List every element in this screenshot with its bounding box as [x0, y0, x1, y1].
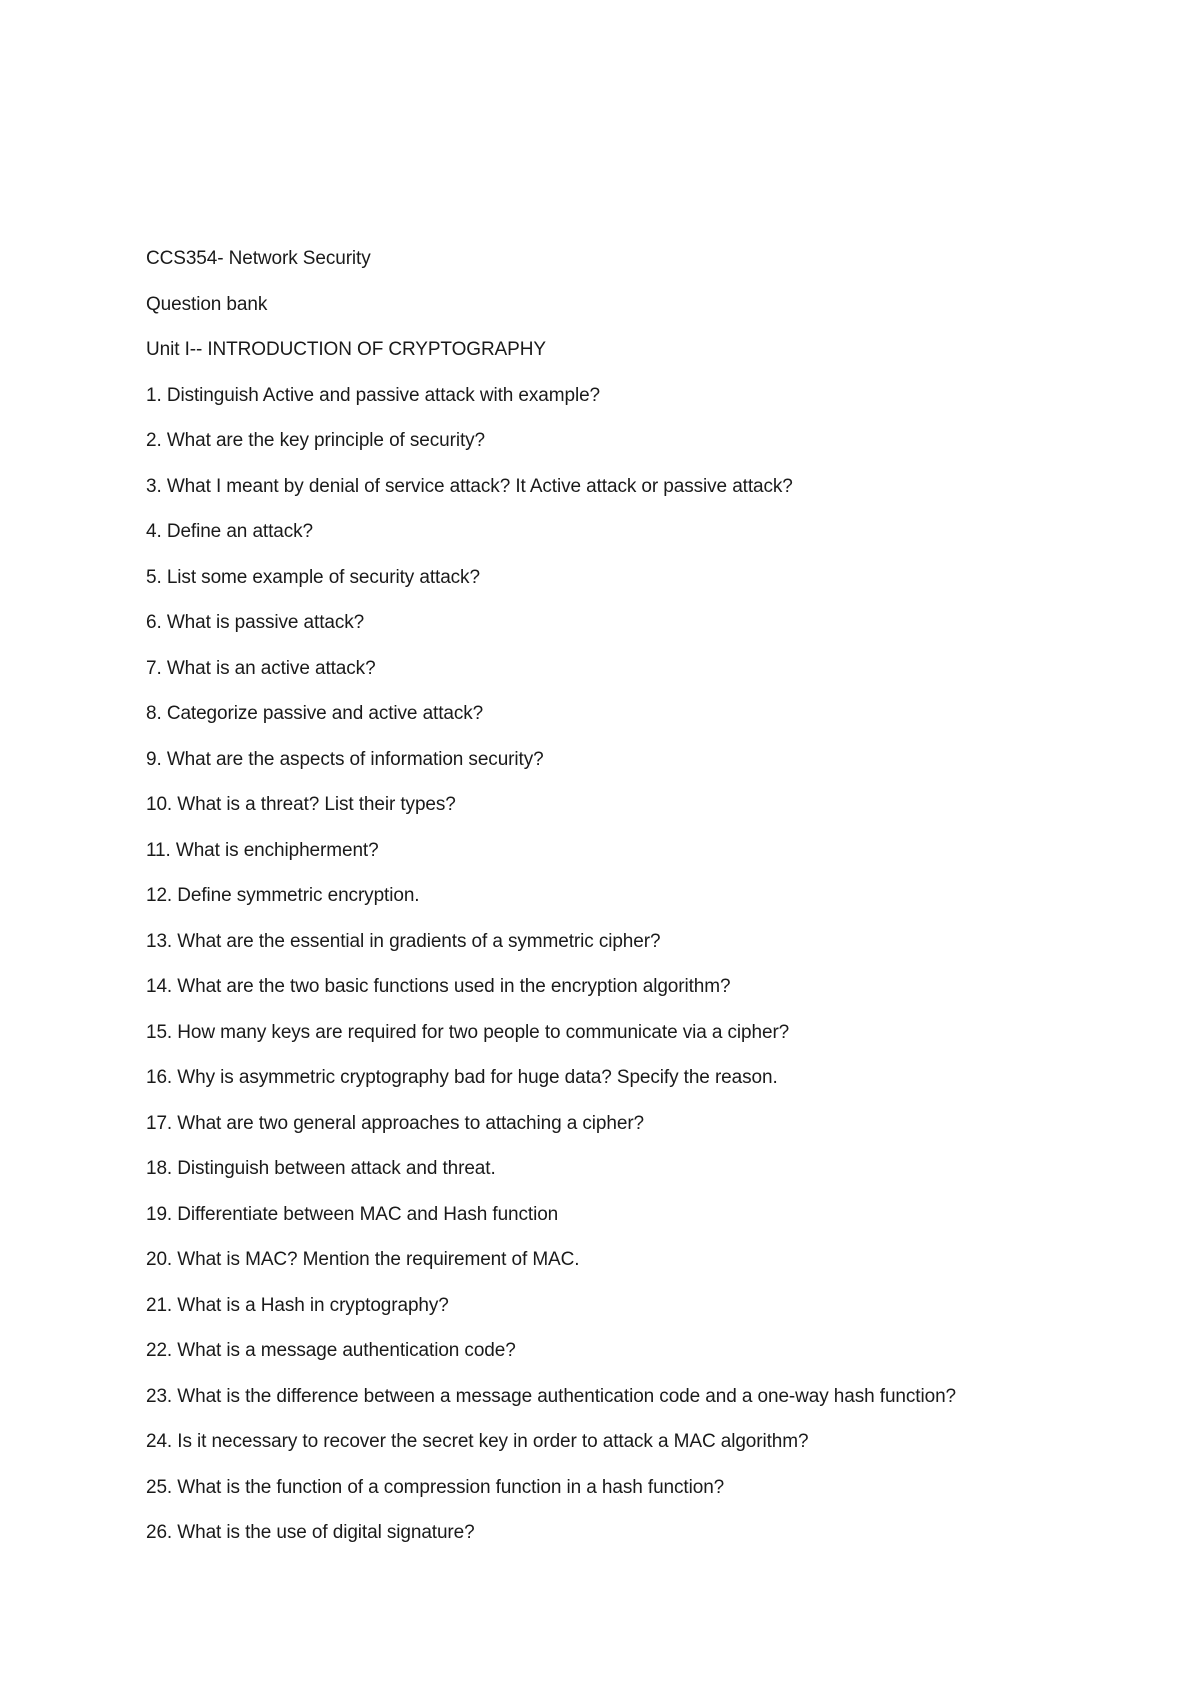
question-item: 14. What are the two basic functions used in the encryption algorithm? — [146, 976, 731, 997]
question-list — [146, 373, 1106, 1556]
question-item: 7. What is an active attack? — [146, 657, 376, 679]
question-item: 6. What is passive attack? — [146, 612, 365, 633]
question-item: 4. Define an attack? — [146, 521, 313, 542]
question-item: 10. What is a threat? List their types? — [146, 794, 456, 815]
question-item: 15. How many keys are required for two people to communicate via a cipher? — [146, 1021, 790, 1043]
question-item: 19. Differentiate between MAC and Hash function — [146, 1203, 559, 1225]
question-item: 22. What is a message authentication code? — [146, 1340, 516, 1361]
question-item: 21. What is a Hash in cryptography? — [146, 1294, 449, 1316]
question-item: 1. Distinguish Active and passive attack with example? — [146, 384, 601, 406]
question-item: 2. What are the key principle of security? — [146, 430, 486, 451]
course-title: CCS354- Network Security — [146, 248, 371, 269]
question-item: 20. What is MAC? Mention the requirement of MAC. — [146, 1249, 580, 1270]
question-item: 25. What is the function of a compression function in a hash function? — [146, 1476, 725, 1498]
question-item: 17. What are two general approaches to attaching a cipher? — [146, 1112, 645, 1134]
question-item: 18. Distinguish between attack and threat. — [146, 1158, 496, 1179]
question-item: 9. What are the aspects of information security? — [146, 748, 544, 770]
question-item: 8. Categorize passive and active attack? — [146, 703, 484, 724]
question-item: 13. What are the essential in gradients of a symmetric cipher? — [146, 930, 661, 952]
unit-heading: Unit I-- INTRODUCTION OF CRYPTOGRAPHY — [146, 339, 546, 360]
question-item: 5. List some example of security attack? — [146, 566, 480, 588]
question-item: 11. What is enchipherment? — [146, 839, 379, 861]
question-item: 24. Is it necessary to recover the secret key in order to attack a MAC algorithm? — [146, 1431, 809, 1452]
question-item: 26. What is the use of digital signature? — [146, 1522, 475, 1543]
document-subtitle: Question bank — [146, 293, 268, 315]
question-item: 16. Why is asymmetric cryptography bad for huge data? Specify the reason. — [146, 1067, 778, 1088]
question-item: 3. What I meant by denial of service attack? It Active attack or passive attack? — [146, 475, 793, 497]
question-item: 12. Define symmetric encryption. — [146, 885, 420, 906]
document-content — [146, 236, 1106, 1556]
question-item: 23. What is the difference between a message authentication code and a one-way hash function? — [146, 1385, 957, 1407]
